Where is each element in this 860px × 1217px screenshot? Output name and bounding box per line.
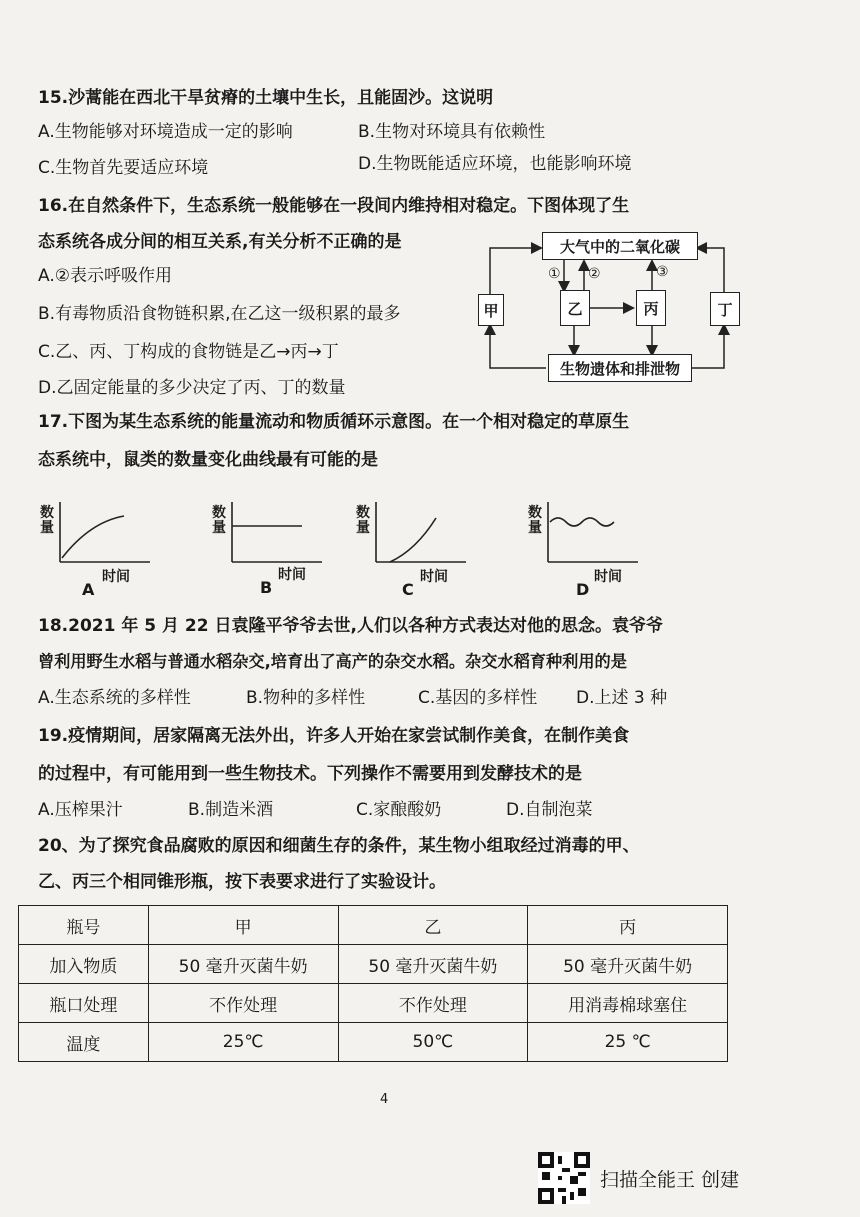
table-cell: 50℃ (338, 1023, 528, 1062)
q18-option-a: A.生态系统的多样性 (38, 688, 191, 708)
graph-c (356, 500, 486, 599)
q18-option-c: C.基因的多样性 (418, 688, 538, 708)
bing-box: 丙 (636, 290, 666, 326)
q17-stem-2: 态系统中，鼠类的数量变化曲线最有可能的是 (38, 450, 378, 470)
atmosphere-co2-box: 大气中的二氧化碳 (542, 232, 698, 260)
q19-option-d: D.自制泡菜 (506, 800, 593, 820)
graph-d-letter: D (576, 580, 590, 599)
graph-a-xlabel: 时间 (102, 569, 130, 585)
q15-option-d: D.生物既能适应环境，也能影响环境 (358, 154, 632, 174)
table-cell: 不作处理 (338, 984, 528, 1023)
label-1: ① (548, 266, 561, 282)
q18-stem-2: 曾利用野生水稻与普通水稻杂交,培育出了高产的杂交水稻。杂交水稻育种利用的是 (38, 652, 627, 671)
table-cell: 瓶口处理 (19, 984, 149, 1023)
table-cell: 不作处理 (148, 984, 338, 1023)
table-row (19, 1023, 728, 1062)
table-row (19, 945, 728, 984)
q20-stem-1: 20、为了探究食品腐败的原因和细菌生存的条件，某生物小组取经过消毒的甲、 (38, 836, 640, 856)
table-cell: 25 ℃ (528, 1023, 728, 1062)
graph-d-ylabel: 数量 (528, 505, 542, 536)
q15-option-b: B.生物对环境具有依赖性 (358, 122, 546, 142)
graph-a-letter: A (82, 580, 95, 599)
graph-a-ylabel: 数量 (40, 505, 54, 536)
q15-option-c: C.生物首先要适应环境 (38, 158, 209, 178)
footer-scanner-credit: 扫描全能王 创建 (600, 1169, 740, 1191)
table-cell: 50 毫升灭菌牛奶 (338, 945, 528, 984)
experiment-table (18, 905, 728, 1062)
page-number: 4 (380, 1092, 389, 1107)
remains-excreta-box: 生物遗体和排泄物 (548, 354, 692, 382)
table-cell: 温度 (19, 1023, 149, 1062)
graph-d-xlabel: 时间 (594, 569, 622, 585)
graph-c-xlabel: 时间 (420, 569, 448, 585)
q18-stem-1: 18.2021 年 5 月 22 日袁隆平爷爷去世,人们以各种方式表达对他的思念。袁爷爷 (38, 616, 663, 636)
table-cell: 加入物质 (19, 945, 149, 984)
ding-box: 丁 (710, 292, 740, 326)
q19-option-c: C.家酿酸奶 (356, 800, 442, 820)
graph-c-letter: C (402, 580, 414, 599)
graph-d (528, 500, 658, 599)
ecosystem-diagram (476, 226, 754, 386)
graph-b-ylabel: 数量 (212, 505, 226, 536)
table-header-row (19, 906, 728, 945)
q19-option-b: B.制造米酒 (188, 800, 274, 820)
q16-stem-2: 态系统各成分间的相互关系,有关分析不正确的是 (38, 232, 402, 252)
table-header-cell: 乙 (338, 906, 528, 945)
graph-b (212, 500, 342, 597)
qr-code-icon (538, 1152, 590, 1204)
table-cell: 25℃ (148, 1023, 338, 1062)
q20-stem-2: 乙、丙三个相同锥形瓶，按下表要求进行了实验设计。 (38, 872, 446, 892)
graph-a (40, 500, 170, 599)
graph-c-ylabel: 数量 (356, 505, 370, 536)
table-cell: 用消毒棉球塞住 (528, 984, 728, 1023)
q16-option-c: C.乙、丙、丁构成的食物链是乙→丙→丁 (38, 342, 339, 362)
graph-b-letter: B (260, 578, 273, 597)
table-cell: 50 毫升灭菌牛奶 (528, 945, 728, 984)
q19-stem-2: 的过程中，有可能用到一些生物技术。下列操作不需要用到发酵技术的是 (38, 764, 582, 784)
q19-option-a: A.压榨果汁 (38, 800, 123, 820)
table-header-cell: 丙 (528, 906, 728, 945)
yi-box: 乙 (560, 290, 590, 326)
table-header-cell: 瓶号 (19, 906, 149, 945)
label-2: ② (588, 266, 601, 282)
table-header-cell: 甲 (148, 906, 338, 945)
graph-b-xlabel: 时间 (278, 567, 306, 583)
table-cell: 50 毫升灭菌牛奶 (148, 945, 338, 984)
table-row (19, 984, 728, 1023)
label-3: ③ (656, 264, 669, 280)
q16-option-b: B.有毒物质沿食物链积累,在乙这一级积累的最多 (38, 304, 401, 324)
jia-box: 甲 (478, 294, 504, 326)
q16-option-a: A.②表示呼吸作用 (38, 266, 172, 286)
q19-stem-1: 19.疫情期间，居家隔离无法外出，许多人开始在家尝试制作美食，在制作美食 (38, 726, 630, 746)
q18-option-d: D.上述 3 种 (576, 688, 668, 708)
q18-option-b: B.物种的多样性 (246, 688, 366, 708)
q16-stem-1: 16.在自然条件下，生态系统一般能够在一段间内维持相对稳定。下图体现了生 (38, 196, 630, 216)
q17-stem-1: 17.下图为某生态系统的能量流动和物质循环示意图。在一个相对稳定的草原生 (38, 412, 630, 432)
q15-stem: 15.沙蒿能在西北干旱贫瘠的土壤中生长，且能固沙。这说明 (38, 88, 494, 108)
q15-option-a: A.生物能够对环境造成一定的影响 (38, 122, 293, 142)
q16-option-d: D.乙固定能量的多少决定了丙、丁的数量 (38, 378, 346, 398)
